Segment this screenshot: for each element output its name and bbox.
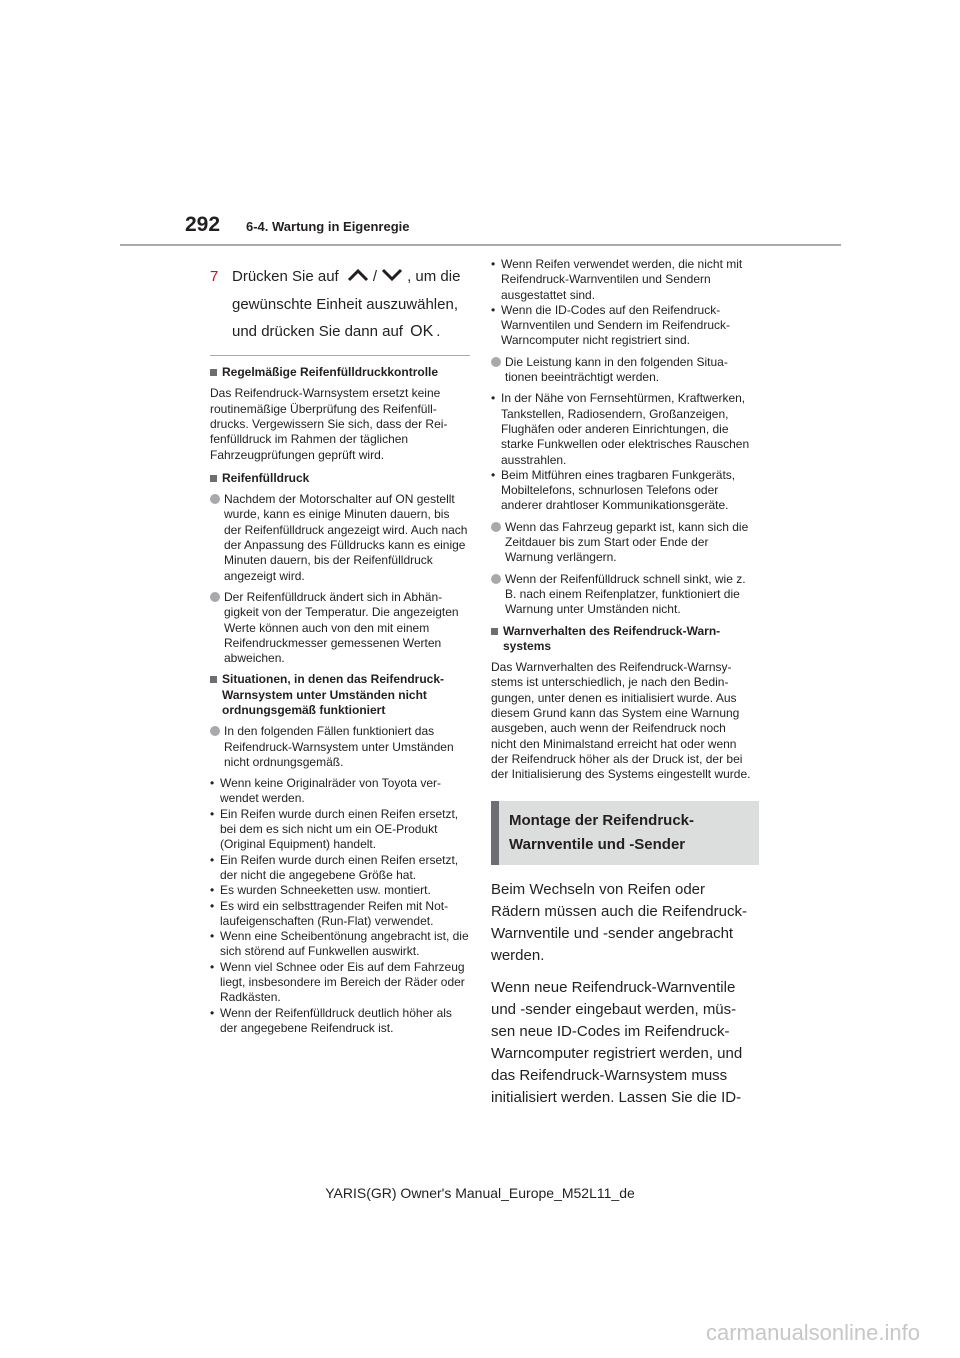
section-title: 6-4. Wartung in Eigenregie bbox=[246, 219, 410, 234]
right-column bbox=[491, 257, 753, 1119]
section-box-title: Montage der Reifendruck-Warnventile und -Sender bbox=[491, 801, 759, 865]
step-separator: / bbox=[372, 268, 378, 285]
footer-text: YARIS(GR) Owner's Manual_Europe_M52L11_de bbox=[325, 1185, 635, 1201]
ok-icon: OK bbox=[410, 323, 434, 341]
step-text-a: Drücken Sie auf bbox=[232, 268, 339, 285]
sub-item: • Ein Reifen wurde durch einen Reifen ersetzt, bei dem es sich nicht um ein OE-Produkt (Original Equipment) handelt. bbox=[210, 806, 459, 852]
bullet-item: In den folgenden Fällen funktioniert das Reifendruck-Warnsystem unter Umständen nicht ordnungsgemäß. bbox=[210, 724, 470, 770]
step-text-b: , um die gewünschte Einheit auszuwählen, und drücken Sie dann auf bbox=[232, 268, 461, 340]
chevron-down-icon bbox=[380, 264, 404, 291]
sub-item: • In der Nähe von Fernsehtürmen, Kraftwerken, Tankstellen, Radiosendern, Großanzeigen, Flughäfen oder anderen Einrichtungen, die starke Funkwellen oder elektrisches Rauschen ausstrahlen. bbox=[491, 391, 750, 467]
sub-list bbox=[210, 776, 470, 1036]
heading-text: Regelmäßige Reifenfülldruckkontrolle bbox=[222, 365, 439, 380]
sub-item: • Wenn viel Schnee oder Eis auf dem Fahrzeug liegt, insbesondere im Bereich der Räder oder Radkästen. bbox=[210, 959, 465, 1005]
sub-list bbox=[491, 257, 753, 349]
square-icon bbox=[210, 475, 217, 482]
paragraph-id-codes: Wenn neue Reifendruck-Warnventile und -sender eingebaut werden, müssen neue ID-Codes im Reifendruck-Warncomputer registriert werden, und das Reifendruck-Warnsystem muss initialisiert werden. Lassen Sie die ID- bbox=[491, 978, 743, 1106]
paragraph-mounting: Beim Wechseln von Reifen oder Rädern müssen auch die Reifendruck-Warnventile und -sender angebracht werden. bbox=[491, 880, 747, 964]
bullet-item: Wenn das Fahrzeug geparkt ist, kann sich die Zeitdauer bis zum Start oder Ende der Warnung verlängern. bbox=[491, 520, 753, 566]
sub-item: • Beim Mitführen eines tragbaren Funkgeräts, Mobiltelefons, schnurlosen Telefons oder anderer drahtloser Kommunikationsgeräte. bbox=[491, 467, 736, 513]
header-divider bbox=[120, 244, 841, 246]
bullet-icon bbox=[210, 592, 220, 602]
bullet-item: Der Reifenfülldruck ändert sich in Abhängigkeit von der Temperatur. Die angezeigten Werte können auch von den mit einem Reifendruckmesser gemessenen Werten abweichen. bbox=[210, 590, 470, 666]
sub-item: • Wenn keine Originalräder von Toyota verwendet werden. bbox=[210, 776, 442, 806]
sub-item: • Ein Reifen wurde durch einen Reifen ersetzt, der nicht die angegebene Größe hat. bbox=[210, 852, 459, 882]
bullet-icon bbox=[491, 357, 501, 367]
square-icon bbox=[210, 676, 217, 683]
heading-tire-pressure bbox=[210, 471, 470, 486]
left-column bbox=[210, 263, 470, 1042]
step-text bbox=[232, 263, 470, 345]
sub-item: • Es wurden Schneeketten usw. montiert. bbox=[210, 883, 431, 898]
heading-malfunction bbox=[210, 672, 470, 718]
bullet-item: Die Leistung kann in den folgenden Situationen beeinträchtigt werden. bbox=[491, 355, 753, 386]
section-divider bbox=[210, 355, 470, 356]
square-icon bbox=[210, 369, 217, 376]
bullet-icon bbox=[210, 494, 220, 504]
sub-item: • Es wird ein selbsttragender Reifen mit Notlaufeigenschaften (Run-Flat) verwendet. bbox=[210, 898, 449, 928]
heading-text: Reifenfülldruck bbox=[222, 470, 310, 485]
heading-text: Warnverhalten des Reifendruck-Warnsystems bbox=[503, 623, 721, 653]
step-number: 7 bbox=[210, 268, 219, 285]
bullet-icon bbox=[491, 522, 501, 532]
bullet-icon bbox=[491, 574, 501, 584]
step-7 bbox=[210, 263, 470, 345]
sub-item: • Wenn die ID-Codes auf den Reifendruck-Warnventilen und Sendern im Reifendruck-Warncomputer nicht registriert sind. bbox=[491, 302, 731, 348]
sub-item: • Wenn Reifen verwendet werden, die nicht mit Reifendruck-Warnventilen und Sendern ausgestattet sind. bbox=[491, 257, 743, 302]
paragraph-warning-behavior: Das Warnverhalten des Reifendruck-Warnsystems ist unterschiedlich, je nach den Bedingungen, unter denen es initialisiert wurde. Aus diesem Grund kann das System eine Warnung ausgeben, auch wenn der Reifendruck noch nicht den Minimalstand erreicht hat oder wenn der Reifendruck höher als der Druck ist, der bei der Initialisierung des Systems eingestellt wurde. bbox=[491, 660, 751, 782]
bullet-icon bbox=[210, 726, 220, 736]
bullet-item: Wenn der Reifenfülldruck schnell sinkt, wie z. B. nach einem Reifenplatzer, funktioniert die Warnung unter Umständen nicht. bbox=[491, 572, 753, 618]
bullet-item: Nachdem der Motorschalter auf ON gestellt wurde, kann es einige Minuten dauern, bis der Reifenfülldruck angezeigt wird. Auch nach der Anpassung des Fülldrucks kann es einige Minuten dauern, bis der Reifenfülldruck angezeigt wird. bbox=[210, 492, 470, 584]
step-text-c: . bbox=[436, 322, 441, 340]
sub-item: • Wenn der Reifenfülldruck deutlich höher als der angegebene Reifendruck ist. bbox=[210, 1005, 452, 1035]
square-icon bbox=[491, 628, 498, 635]
heading-text: Situationen, in denen das Reifendruck-Warnsystem unter Umständen nicht ordnungsgemäß funktioniert bbox=[222, 672, 445, 717]
heading-warning-behavior bbox=[491, 624, 753, 655]
paragraph-tire-check: Das Reifendruck-Warnsystem ersetzt keine routinemäßige Überprüfung des Reifenfülldrucks. Vergewissern Sie sich, dass der Reifenfülldruck im Rahmen der täglichen Fahrzeugprüfungen geprüft wird. bbox=[210, 386, 448, 462]
page-number: 292 bbox=[185, 213, 221, 236]
watermark: carmanualsonline.info bbox=[705, 1320, 920, 1345]
heading-tire-check bbox=[210, 365, 470, 380]
sub-item: • Wenn eine Scheibentönung angebracht ist, die sich störend auf Funkwellen auswirkt. bbox=[210, 929, 469, 959]
sub-list bbox=[491, 391, 753, 513]
chevron-up-icon bbox=[346, 264, 370, 291]
